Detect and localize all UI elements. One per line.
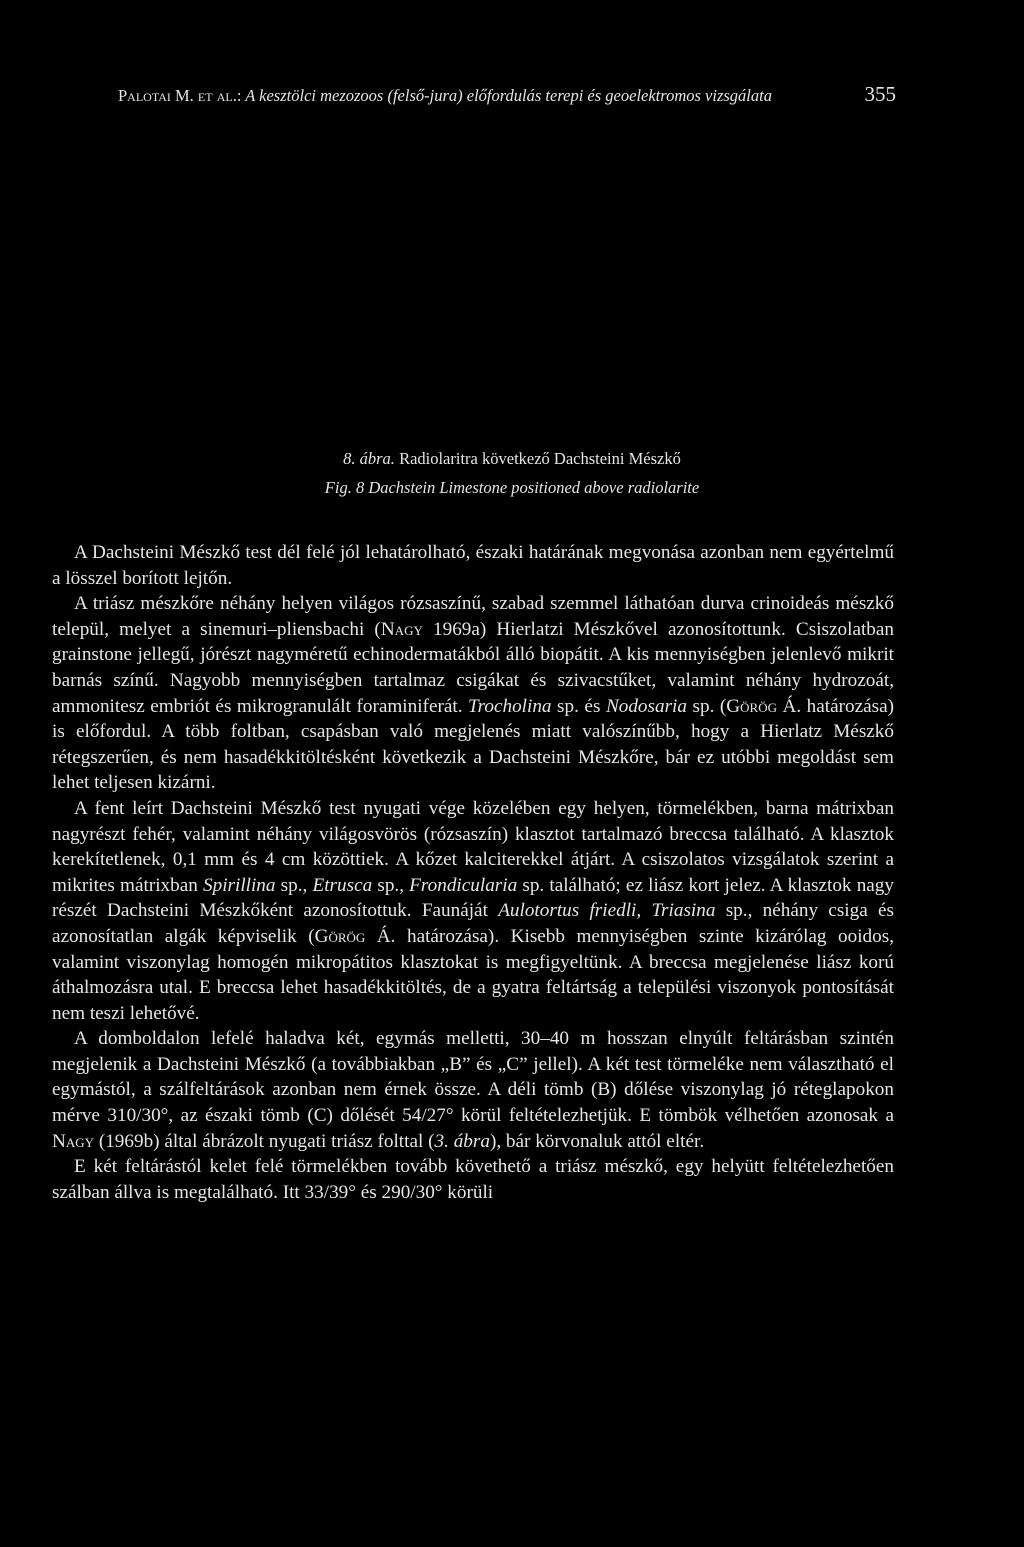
figure-image-area (52, 130, 972, 440)
taxon-name: Etrusca (312, 874, 373, 896)
paragraph-2 (52, 591, 894, 796)
taxon-name: Aulotortus friedli, Triasina (498, 900, 716, 922)
paragraph-3 (52, 796, 894, 1026)
figure-caption-label: 8. ábra. (343, 449, 395, 468)
text-run: Á. határozása) is előfordul. A több foltban, csapásban való megjelenés miatt valószínűbb, hogy a Hierlatz Mészkő rétegszerűen, és nem hasadékkitöltésként következik a Dachsteini Mészkőre, bár ez utóbbi megoldást sem lehet teljesen kizárni. (52, 695, 895, 794)
header-author: Palotai M. et al.: (118, 86, 242, 105)
author-citation: Görög (726, 695, 777, 717)
page-number: 355 (864, 82, 896, 106)
header-title: A kesztölci mezozoos (felső-jura) előfordulás terepi és geoelektromos vizsgálata (245, 86, 772, 105)
author-citation: Görög (314, 925, 366, 947)
text-run: (1969b) által ábrázolt nyugati triász folttal ( (94, 1130, 435, 1152)
figure-caption-text: Radiolaritra következő Dachsteini Mészkő (399, 449, 681, 468)
text-run: Á. határozása). Kisebb mennyiségben szinte kizárólag ooidos, valamint viszonylag homogén mikropátitos klasztokat is megfigyeltünk. A breccsa megjelenése liász korú áthalmozásra utal. E breccsa lehet hasadékkitöltés, de a gyatra feltártság a települési viszonyok pontosítását nem teszi lehetővé. (52, 925, 894, 1024)
text-run: sp. található; ez liász kort jelez. A klasztok nagy részét Dachsteini Mészkőként azonosítottuk. Faunáját (52, 874, 894, 922)
figure-caption-hu (0, 449, 1024, 469)
figure-caption-en: Fig. 8 Dachstein Limestone positioned above radiolarite (324, 478, 700, 497)
author-citation: Nagy (52, 1130, 95, 1152)
text-run: A triász mészkőre néhány helyen világos rózsaszínű, szabad szemmel láthatóan durva crinoideás mészkő települ, melyet a sinemuri–pliensbachi ( (52, 593, 894, 640)
taxon-name: Nodosaria (605, 695, 687, 717)
text-run: sp., (372, 874, 410, 896)
text-run: A domboldalon lefelé haladva két, egymás melletti, 30–40 m hosszan elnyúlt feltárásban szintén megjelenik a Dachsteini Mészkő (a továbbiakban „B” és „C” jellel). A két test törmeléke nem választható el egymástól, a szálfeltárások azonban nem érnek össze. A déli tömb (B) dőlése viszonylag jó réteglapokon mérve 310/30°, az északi tömb (C) dőlését 54/27° körül feltételezhetjük. E tömbök vélhetően azonosak a (52, 1028, 894, 1127)
figure-reference: 3. ábra (434, 1130, 490, 1152)
running-header (118, 82, 896, 106)
text-run: A fent leírt Dachsteini Mészkő test nyugati vége közelében egy helyen, törmelékben, barna mátrixban nagyrészt fehér, valamint néhány világosvörös (rózsaszín) klasztot tartalmazó breccsa található. A klasztok kerekítetlenek, 0,1 mm és 4 cm közöttiek. A kőzet kalciterekkel átjárt. A csiszolatos vizsgálatok szerint a mikrites mátrixban (52, 797, 894, 896)
text-run: sp., (275, 874, 313, 896)
paragraph-1: A Dachsteini Mészkő test dél felé jól lehatárolható, északi határának megvonása azonban nem egyértelmű a lösszel borított lejtőn. (52, 542, 894, 589)
text-run: ), bár körvonaluk attól eltér. (489, 1130, 705, 1152)
paragraph-4 (52, 1026, 894, 1154)
taxon-name: Frondicularia (409, 874, 518, 896)
text-run: sp. ( (686, 695, 727, 717)
paragraph-5: E két feltárástól kelet felé törmelékben tovább követhető a triász mészkő, egy helyütt feltételezhetően szálban állva is megtalálható. Itt 33/39° és 290/30° körüli (52, 1156, 894, 1203)
text-run: sp. és (551, 695, 606, 717)
body-text (52, 540, 894, 1205)
text-run: 1969a) Hierlatzi Mészkővel azonosítottunk. Csiszolatban grainstone jellegű, jórészt nagyméretű echinodermatákból álló biopátit. A kis mennyiségben jelenlevő mikrit barnás színű. Nagyobb mennyiségben tartalmaz csigákat és szivacstűket, valamint néhány hydrozoát, ammonitesz embriót és mikrogranulált foraminiferát. (52, 618, 894, 717)
taxon-name: Spirillina (203, 874, 276, 896)
taxon-name: Trocholina (468, 695, 552, 717)
text-run: sp., néhány csiga és azonosítatlan algák képviselik ( (52, 900, 894, 947)
author-citation: Nagy (380, 618, 423, 640)
